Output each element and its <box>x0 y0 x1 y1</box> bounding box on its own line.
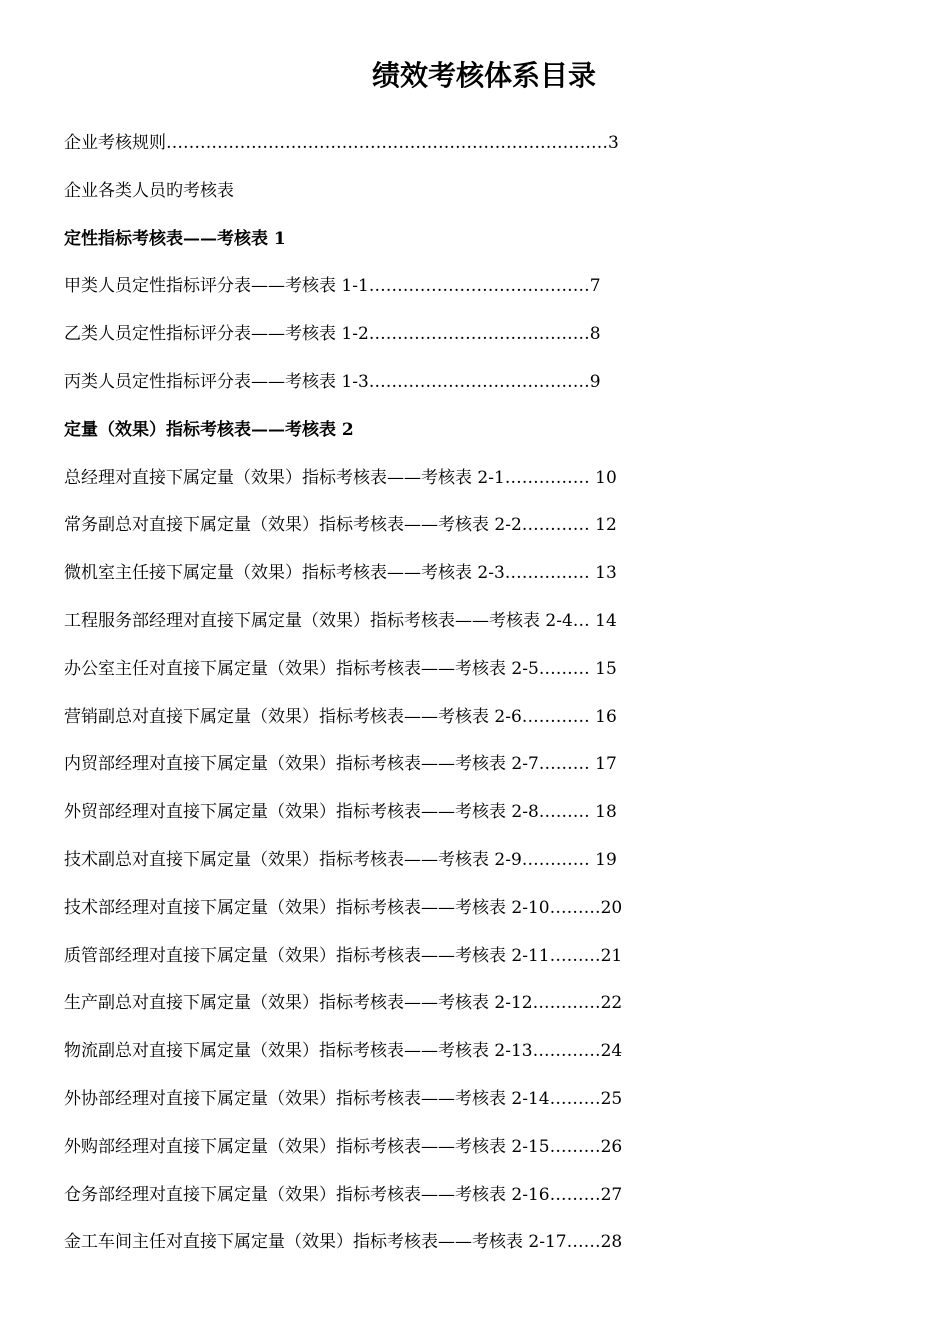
toc-entry: 丙类人员定性指标评分表——考核表 1-3…………………………………9 <box>64 371 601 392</box>
toc-entry: 生产副总对直接下属定量（效果）指标考核表——考核表 2-12…………22 <box>64 993 623 1014</box>
toc-entry: 甲类人员定性指标评分表——考核表 1-1…………………………………7 <box>64 276 601 297</box>
toc-entry: 外贸部经理对直接下属定量（效果）指标考核表——考核表 2-8……… 18 <box>64 802 617 823</box>
toc-entry: 营销副总对直接下属定量（效果）指标考核表——考核表 2-6………… 16 <box>64 706 617 727</box>
toc-entry: 乙类人员定性指标评分表——考核表 1-2…………………………………8 <box>64 324 601 345</box>
toc-entry: 办公室主任对直接下属定量（效果）指标考核表——考核表 2-5……… 15 <box>64 658 617 679</box>
toc-entry: 质管部经理对直接下属定量（效果）指标考核表——考核表 2-11………21 <box>64 945 623 966</box>
toc-section-heading: 定性指标考核表——考核表 1 <box>64 228 286 249</box>
toc-entry: 仓务部经理对直接下属定量（效果）指标考核表——考核表 2-16………27 <box>64 1184 623 1205</box>
toc-entry: 总经理对直接下属定量（效果）指标考核表——考核表 2-1…………… 10 <box>64 467 617 488</box>
document-title: 绩效考核体系目录 <box>371 59 596 92</box>
toc-entry: 企业各类人员旳考核表 <box>64 180 234 201</box>
toc-entry: 金工车间主任对直接下属定量（效果）指标考核表——考核表 2-17……28 <box>64 1232 623 1253</box>
toc-entry: 常务副总对直接下属定量（效果）指标考核表——考核表 2-2………… 12 <box>64 515 617 536</box>
toc-section-heading: 定量（效果）指标考核表——考核表 2 <box>64 419 354 440</box>
toc-entry: 外购部经理对直接下属定量（效果）指标考核表——考核表 2-15………26 <box>64 1136 623 1157</box>
toc-entry: 物流副总对直接下属定量（效果）指标考核表——考核表 2-13…………24 <box>64 1041 623 1062</box>
toc-entry: 技术部经理对直接下属定量（效果）指标考核表——考核表 2-10………20 <box>64 897 623 918</box>
toc-entry: 内贸部经理对直接下属定量（效果）指标考核表——考核表 2-7……… 17 <box>64 754 617 775</box>
toc-entry: 企业考核规则……………………………………………………………………3 <box>64 133 619 153</box>
toc-entry: 技术副总对直接下属定量（效果）指标考核表——考核表 2-9………… 19 <box>64 849 617 870</box>
table-of-contents <box>64 120 764 1267</box>
toc-entry: 工程服务部经理对直接下属定量（效果）指标考核表——考核表 2-4… 14 <box>64 610 617 631</box>
toc-entry: 微机室主任接下属定量（效果）指标考核表——考核表 2-3…………… 13 <box>64 563 617 584</box>
toc-entry: 外协部经理对直接下属定量（效果）指标考核表——考核表 2-14………25 <box>64 1088 623 1109</box>
